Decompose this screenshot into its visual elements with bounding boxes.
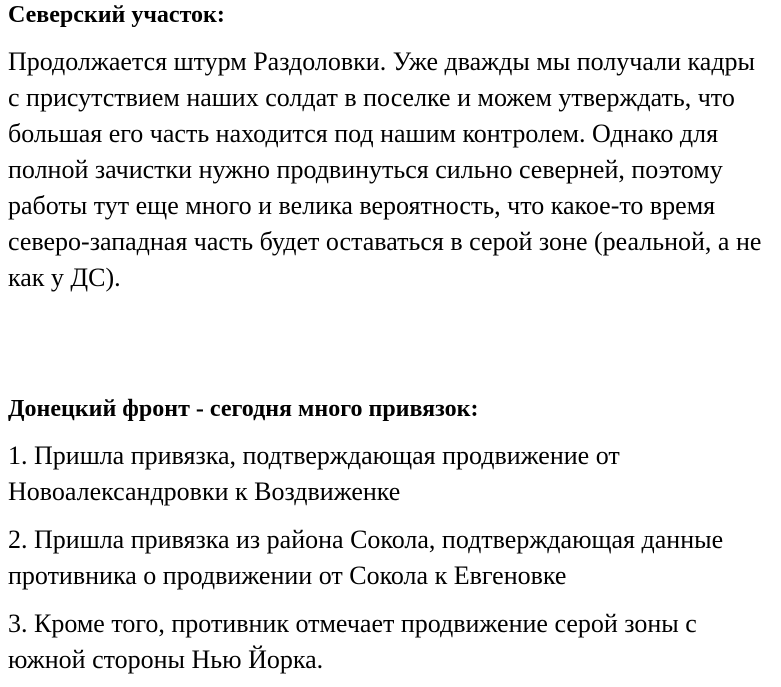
- list-item: 2. Пришла привязка из района Сокола, подтверждающая данные противника о продвижении от Сокола к Евгеновке: [8, 525, 724, 590]
- paragraph-seversk: Продолжается штурм Раздоловки. Уже дважды мы получали кадры с присутствием наших солдат в поселке и можем утверждать, что большая его часть находится под нашим контролем. Однако для полной зачистки нужно продвинуться сильно северней, поэтому работы тут еще много и велика вероятность, что какое-то время северо-западная часть будет оставаться в серой зоне (реальной, а не как у ДС).: [8, 47, 762, 292]
- section-title-seversk: Северский участок:: [8, 2, 225, 28]
- list-item: 3. Кроме того, противник отмечает продвижение серой зоны с южной стороны Нью Йорка.: [8, 609, 697, 674]
- list-item: 1. Пришла привязка, подтверждающая продвижение от Новоалександровки к Воздвиженке: [8, 441, 620, 506]
- section-title-donetsk: Донецкий фронт - сегодня много привязок:: [8, 396, 479, 422]
